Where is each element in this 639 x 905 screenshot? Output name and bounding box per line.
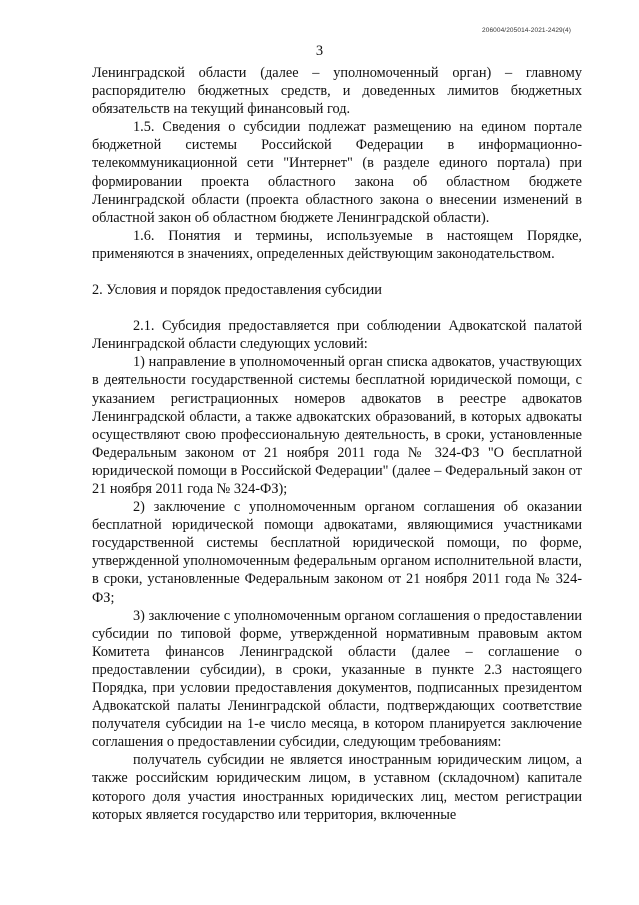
list-item-1: 1) направление в уполномоченный орган списка адвокатов, участвующих в деятельности государственной системы бесплатной юридической помощи, с указанием регистрационных номеров адвокатов в реестре адвокатов Ленинградской области, а также адвокатских образований, в которых адвокаты осуществляют свою профессиональную деятельность, в сроки, установленные Федеральным законом от 21 ноября 2011 года № 324-ФЗ "О бесплатной юридической помощи в Российской Федерации" (далее – Федеральный закон от 21 ноября 2011 года № 324-ФЗ); <box>92 354 582 497</box>
section-heading: 2. Условия и порядок предоставления субсидии <box>92 282 382 299</box>
list-item-3: 3) заключение с уполномоченным органом соглашения о предоставлении субсидии по типовой форме, утвержденной нормативным правовым актом Комитета финансов Ленинградской области (далее – соглашение о предоставлении субсидии), в сроки, указанные в пункте 2.3 настоящего Порядка, при условии предоставления документов, подписанных президентом Адвокатской палаты Ленинградской области, подтверждающих соответствие получателя субсидии на 1-е число месяца, в котором планируется заключение соглашения о предоставлении субсидии, следующим требованиям: <box>92 607 582 751</box>
requirement-paragraph: получатель субсидии не является иностранным юридическим лицом, а также российским юридическим лицом, в уставном (складочном) капитале которого доля участия иностранных юридических лиц, местом регистрации которых является государство или территория, включенные <box>92 752 582 823</box>
document-body <box>92 64 582 824</box>
page-number: 3 <box>315 43 324 59</box>
paragraph-1-6: 1.6. Понятия и термины, используемые в настоящем Порядке, применяются в значениях, определенных действующим законодательством. <box>92 227 582 262</box>
document-id: 206004/205014-2021-2429(4) <box>482 27 571 34</box>
paragraph-2-1: 2.1. Субсидия предоставляется при соблюдении Адвокатской палатой Ленинградской области следующих условий: <box>92 318 582 353</box>
paragraph-continuation: Ленинградской области (далее – уполномоченный орган) – главному распорядителю бюджетных средств, и доведенных лимитов бюджетных обязательств на текущий финансовый год. <box>92 65 582 118</box>
list-item-2: 2) заключение с уполномоченным органом соглашения об оказании бесплатной юридической помощи адвокатами, являющимися участниками государственной системы бесплатной юридической помощи, по форме, утвержденной уполномоченным федеральным органом исполнительной власти, в сроки, установленные Федеральным законом от 21 ноября 2011 года № 324-ФЗ; <box>92 499 582 606</box>
paragraph-1-5: 1.5. Сведения о субсидии подлежат размещению на едином портале бюджетной системы Российской Федерации в информационно-телекоммуникационной сети "Интернет" (в разделе единого портала) при формировании проекта областного закона об областном бюджете Ленинградской области (проекта областного закона о внесении изменений в областной закон об областном бюджете Ленинградской области). <box>92 119 582 226</box>
